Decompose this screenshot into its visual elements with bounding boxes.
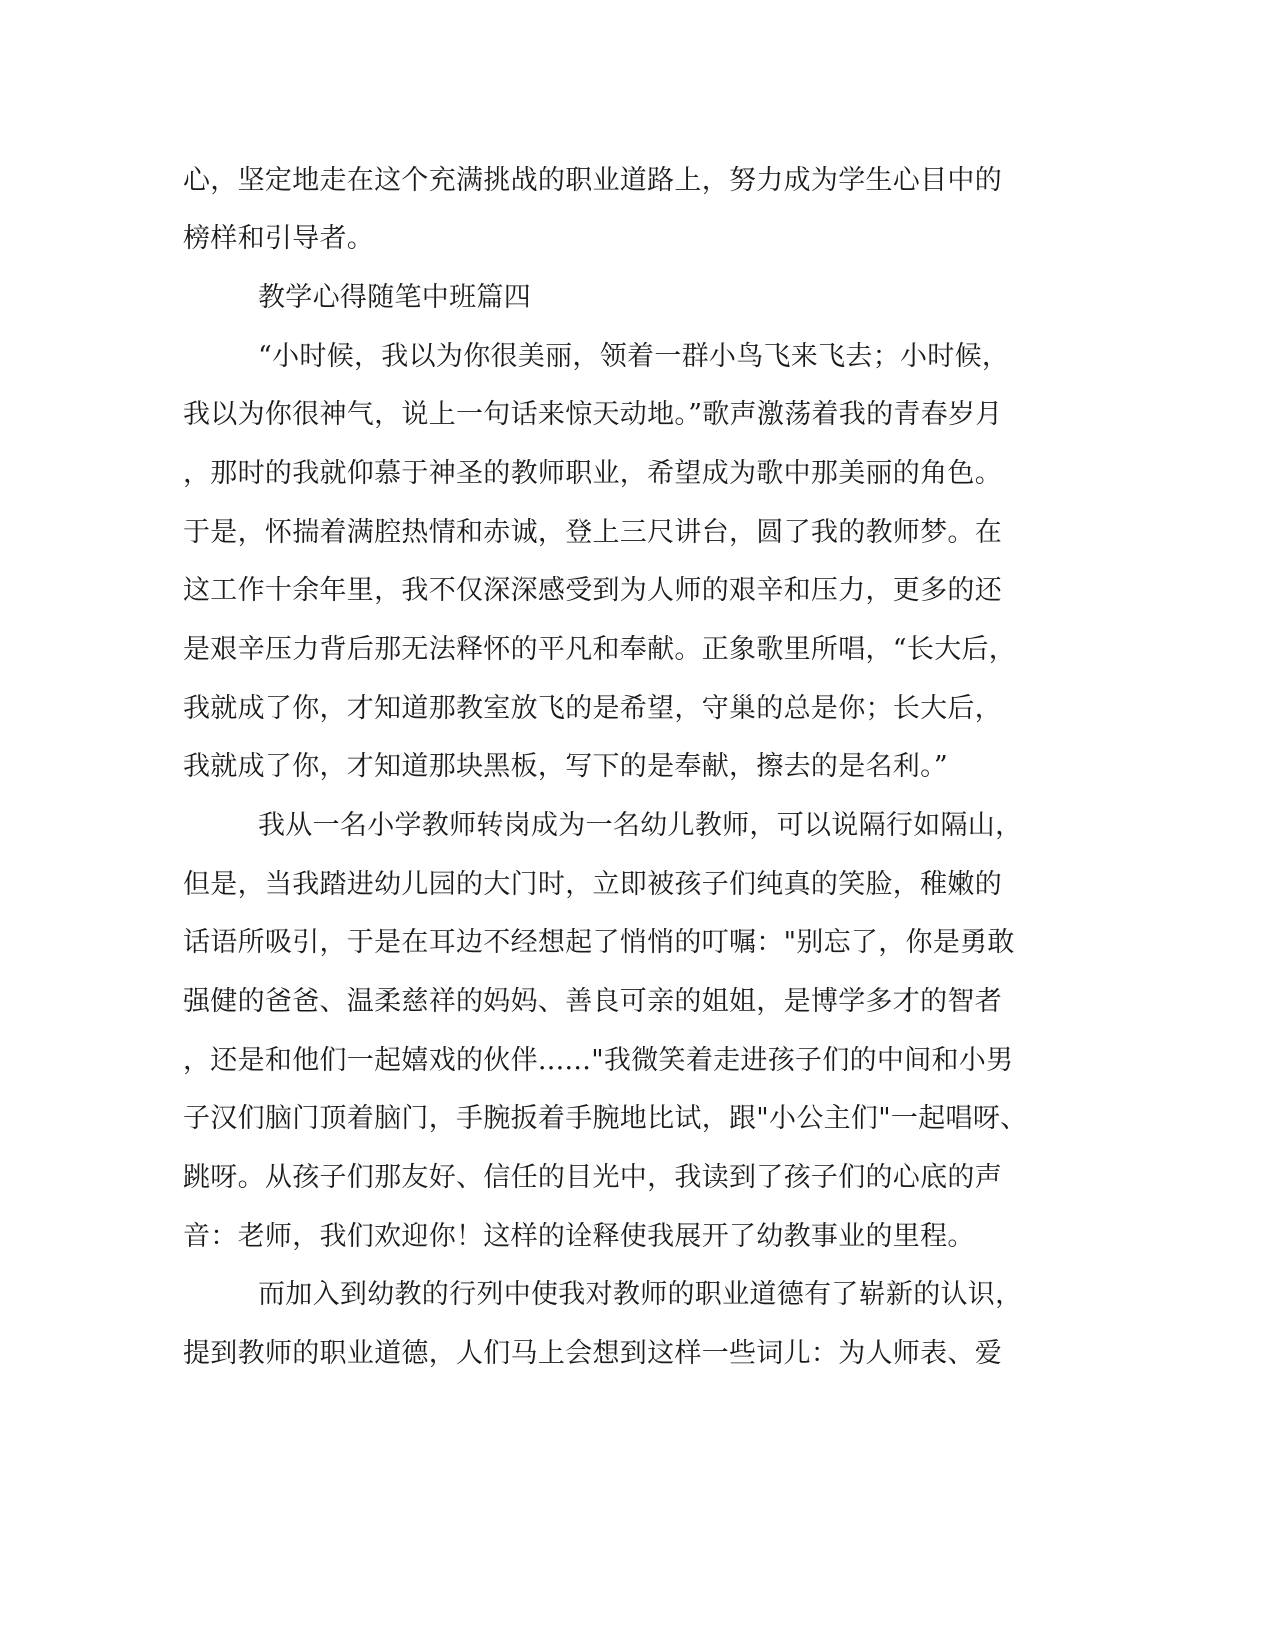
text-line: 跳呀。从孩子们那友好、信任的目光中，我读到了孩子们的心底的声 bbox=[183, 1162, 1002, 1193]
text-line: 我以为你很神气，说上一句话来惊天动地。”歌声激荡着我的青春岁月 bbox=[183, 399, 1003, 430]
text-line: 子汉们脑门顶着脑门，手腕扳着手腕地比试，跟"小公主们"一起唱呀、 bbox=[183, 1103, 1028, 1134]
text-line: 我就成了你，才知道那块黑板，写下的是奉献，擦去的是名利。” bbox=[183, 751, 949, 782]
text-line: 这工作十余年里，我不仅深深感受到为人师的艰辛和压力，更多的还 bbox=[183, 575, 1002, 606]
text-line: ，还是和他们一起嬉戏的伙伴......"我微笑着走进孩子们的中间和小男 bbox=[183, 1045, 1014, 1076]
paragraph-start-line: 我从一名小学教师转岗成为一名幼儿教师，可以说隔行如隔山， bbox=[258, 810, 1023, 841]
text-line: 榜样和引导者。 bbox=[183, 223, 375, 254]
text-line: 强健的爸爸、温柔慈祥的妈妈、善良可亲的姐姐，是博学多才的智者 bbox=[183, 986, 1002, 1017]
text-line: 于是，怀揣着满腔热情和赤诚，登上三尺讲台，圆了我的教师梦。在 bbox=[183, 517, 1002, 548]
text-line: 音：老师，我们欢迎你！这样的诠释使我展开了幼教事业的里程。 bbox=[183, 1221, 975, 1252]
text-line: 提到教师的职业道德，人们马上会想到这样一些词儿：为人师表、爱 bbox=[183, 1338, 1002, 1369]
section-heading: 教学心得随笔中班篇四 bbox=[258, 282, 531, 313]
paragraph-start-line: “小时候，我以为你很美丽，领着一群小鸟飞来飞去；小时候， bbox=[258, 341, 1010, 372]
text-line: 话语所吸引，于是在耳边不经想起了悄悄的叮嘱："别忘了，你是勇敢 bbox=[183, 927, 1015, 958]
paragraph-start-line: 而加入到幼教的行列中使我对教师的职业道德有了崭新的认识， bbox=[258, 1279, 1023, 1310]
text-line: 但是，当我踏进幼儿园的大门时，立即被孩子们纯真的笑脸，稚嫩的 bbox=[183, 869, 1002, 900]
text-line: 我就成了你，才知道那教室放飞的是希望，守巢的总是你；长大后， bbox=[183, 693, 1002, 724]
text-line: 心，坚定地走在这个充满挑战的职业道路上，努力成为学生心目中的 bbox=[183, 165, 1002, 196]
text-line: 是艰辛压力背后那无法释怀的平凡和奉献。正象歌里所唱，“长大后， bbox=[183, 634, 1017, 665]
text-line: ，那时的我就仰慕于神圣的教师职业，希望成为歌中那美丽的角色。 bbox=[183, 458, 1002, 489]
